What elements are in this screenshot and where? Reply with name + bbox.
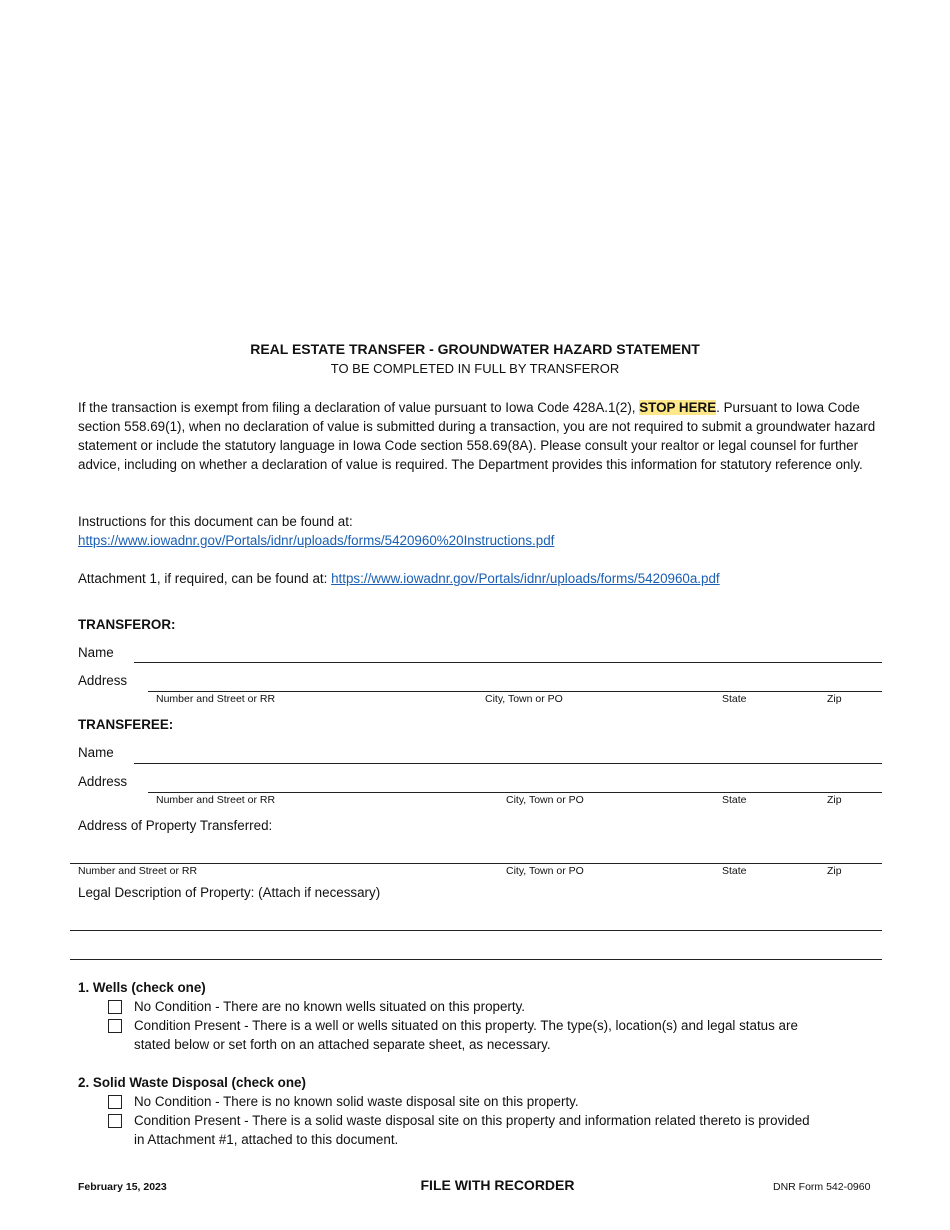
waste-no-condition-label: No Condition - There is no known solid waste disposal site on this property.: [134, 1094, 579, 1109]
intro-text-2: . Pursuant to Iowa Code section 558.69(1), when no declaration of value is submitted during a transaction, you are not required to submit a groundwater hazard statement or include the statutory language in Iowa Code section 558.69(8A). Please consult your realtor or legal counsel for further advice, including on whether a declaration of value is required. The Department provides this information for statutory reference only.: [78, 400, 876, 472]
transferor-address-label: Address: [78, 673, 128, 688]
transferor-heading: TRANSFEROR:: [78, 617, 176, 632]
property-street-caption: Number and Street or RR: [78, 865, 198, 877]
legal-description-label: Legal Description of Property: (Attach if necessary): [78, 885, 381, 900]
transferee-name-field[interactable]: [134, 763, 882, 764]
wells-no-condition-label: No Condition - There are no known wells situated on this property.: [134, 999, 526, 1014]
legal-description-field-1[interactable]: [70, 930, 882, 931]
footer-date: February 15, 2023: [78, 1181, 167, 1193]
transferor-zip-caption: Zip: [827, 693, 842, 705]
transferee-address-field[interactable]: [148, 792, 882, 793]
waste-condition-present-checkbox[interactable]: [108, 1114, 122, 1128]
transferee-heading: TRANSFEREE:: [78, 717, 174, 732]
property-zip-caption: Zip: [827, 865, 842, 877]
waste-no-condition-checkbox[interactable]: [108, 1095, 122, 1109]
intro-text-1: If the transaction is exempt from filing a declaration of value pursuant to Iowa Code 428A.1(2),: [78, 400, 640, 415]
attachment-text: Attachment 1, if required, can be found at:: [78, 571, 332, 586]
transferor-state-caption: State: [722, 693, 747, 705]
transferor-address-field[interactable]: [148, 691, 882, 692]
transferee-address-label: Address: [78, 774, 128, 789]
footer-file-with-recorder: FILE WITH RECORDER: [420, 1177, 575, 1193]
stop-here-highlight: STOP HERE: [639, 400, 717, 415]
wells-condition-present-label: Condition Present - There is a well or wells situated on this property. The type(s), location(s) and legal status are: [134, 1018, 798, 1033]
attachment-line: [78, 569, 878, 588]
footer-form-number: DNR Form 542-0960: [773, 1181, 871, 1193]
wells-condition-present-label-cont: stated below or set forth on an attached separate sheet, as necessary.: [134, 1037, 551, 1052]
transferor-street-caption: Number and Street or RR: [156, 693, 276, 705]
intro-paragraph: [78, 398, 878, 474]
property-city-caption: City, Town or PO: [506, 865, 584, 877]
transferor-name-label: Name: [78, 645, 114, 660]
transferor-city-caption: City, Town or PO: [485, 693, 563, 705]
property-state-caption: State: [722, 865, 747, 877]
transferee-name-label: Name: [78, 745, 114, 760]
transferee-state-caption: State: [722, 794, 747, 806]
attachment-link[interactable]: https://www.iowadnr.gov/Portals/idnr/uploads/forms/5420960a.pdf: [331, 571, 720, 586]
waste-heading: 2. Solid Waste Disposal (check one): [78, 1075, 306, 1090]
waste-condition-present-label: Condition Present - There is a solid waste disposal site on this property and information related thereto is provided: [134, 1113, 810, 1128]
instructions-link[interactable]: https://www.iowadnr.gov/Portals/idnr/uploads/forms/5420960%20Instructions.pdf: [78, 533, 555, 548]
transferee-street-caption: Number and Street or RR: [156, 794, 276, 806]
legal-description-field-2[interactable]: [70, 959, 882, 960]
transferee-zip-caption: Zip: [827, 794, 842, 806]
page-subtitle: TO BE COMPLETED IN FULL BY TRANSFEROR: [330, 361, 620, 376]
wells-no-condition-checkbox[interactable]: [108, 1000, 122, 1014]
property-address-field[interactable]: [70, 863, 882, 864]
property-address-label: Address of Property Transferred:: [78, 818, 273, 833]
transferee-city-caption: City, Town or PO: [506, 794, 584, 806]
page-title: REAL ESTATE TRANSFER - GROUNDWATER HAZARD STATEMENT: [250, 341, 700, 357]
wells-condition-present-checkbox[interactable]: [108, 1019, 122, 1033]
wells-heading: 1. Wells (check one): [78, 980, 206, 995]
transferor-name-field[interactable]: [134, 662, 882, 663]
instructions-text: Instructions for this document can be found at:: [78, 514, 353, 529]
waste-condition-present-label-cont: in Attachment #1, attached to this document.: [134, 1132, 399, 1147]
